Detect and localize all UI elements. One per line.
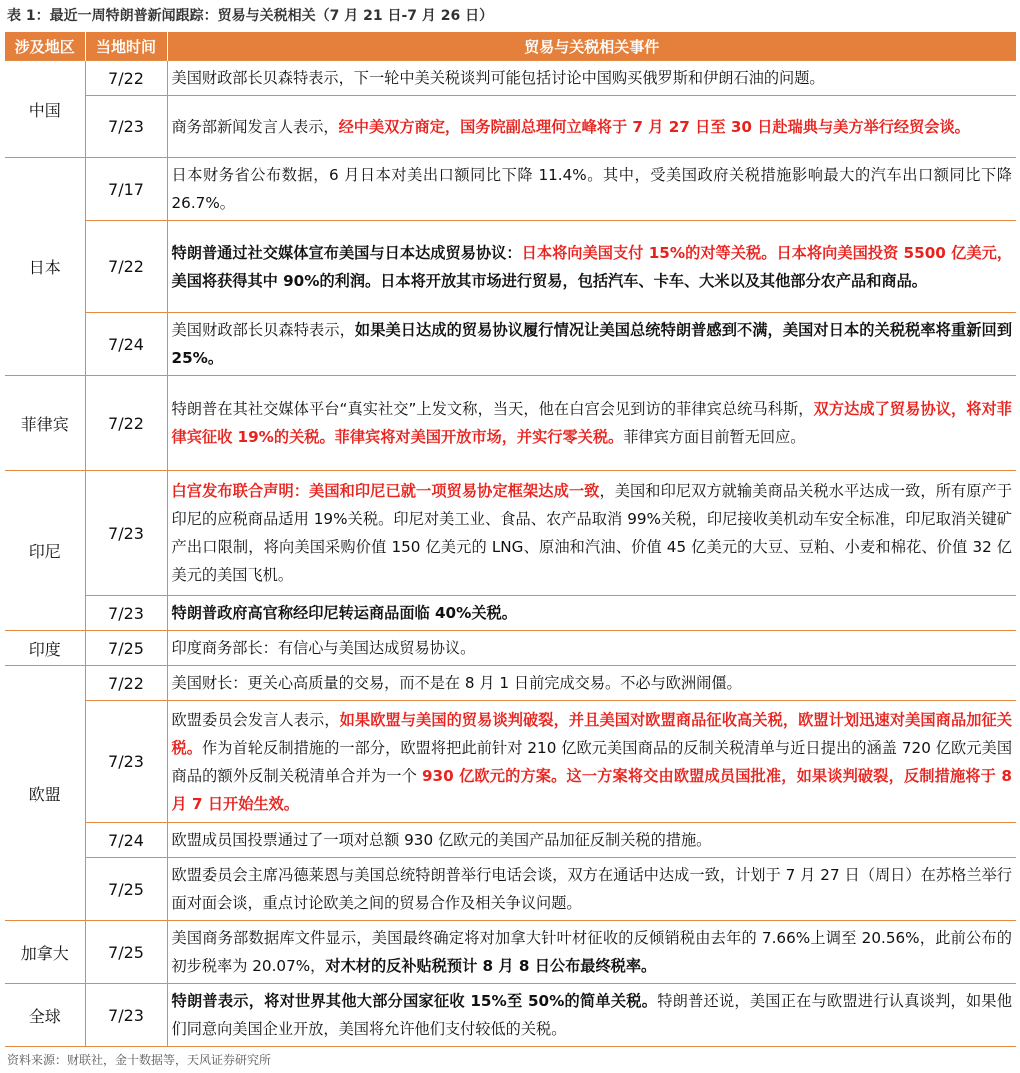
- table-row: [5, 631, 1016, 666]
- event-text: 特朗普在其社交媒体平台“真实社交”上发文称，当天，他在白宫会见到访的菲律宾总统马科斯，: [171, 400, 814, 418]
- event-cell: [167, 61, 1016, 96]
- event-cell: [167, 984, 1016, 1047]
- date-cell: 7/23: [85, 96, 167, 158]
- event-cell: [167, 313, 1016, 376]
- event-cell: [167, 376, 1016, 471]
- region-cell: 菲律宾: [5, 376, 85, 471]
- header-event: 贸易与关税相关事件: [167, 32, 1016, 61]
- event-text: 欧盟成员国投票通过了一项对总额 930 亿欧元的美国产品加征反制关税的措施。: [171, 831, 712, 849]
- event-text: 特朗普还说，美国正在与欧盟进行认真谈判，如果他们同意向美国企业开放，美国将允许他们支付较低的关税。: [171, 992, 1013, 1038]
- table-row: [5, 471, 1016, 596]
- event-text: 美国财政部长贝森特表示，: [171, 321, 355, 339]
- highlighted-text: 如果欧盟与美国的贸易谈判破裂，并且美国对欧盟商品征收高关税，欧盟计划迅速对美国商品加征关税。: [171, 710, 1013, 757]
- highlighted-text: 双方达成了贸易协议，将对菲律宾征收 19%的关税。菲律宾将对美国开放市场，并实行零关税。: [171, 400, 1012, 446]
- region-cell: 加拿大: [5, 921, 85, 984]
- table-row: [5, 596, 1016, 631]
- event-text: 欧盟委员会主席冯德莱恩与美国总统特朗普举行电话会谈，双方在通话中达成一致，计划于 7 月 27 日（周日）在苏格兰举行面对面会谈，重点讨论欧美之间的贸易合作及相关争议问题。: [171, 866, 1012, 912]
- table-row: [5, 921, 1016, 984]
- table-row: [5, 313, 1016, 376]
- date-cell: 7/25: [85, 921, 167, 984]
- event-cell: [167, 158, 1016, 221]
- table-row: [5, 376, 1016, 471]
- date-cell: 7/23: [85, 596, 167, 631]
- region-cell: 中国: [5, 61, 85, 158]
- region-cell: 印尼: [5, 471, 85, 631]
- table-row: [5, 984, 1016, 1047]
- table-body: [5, 61, 1016, 1047]
- table-row: [5, 158, 1016, 221]
- date-cell: 7/25: [85, 631, 167, 666]
- region-cell: 全球: [5, 984, 85, 1047]
- highlighted-text: 经中美双方商定，国务院副总理何立峰将于 7 月 27 日至 30 日赴瑞典与美方举行经贸会谈。: [338, 117, 970, 136]
- bold-text: 特朗普政府高官称经印尼转运商品面临 40%关税。: [171, 604, 517, 622]
- region-cell: 欧盟: [5, 666, 85, 921]
- event-text: 印度商务部长：有信心与美国达成贸易协议。: [171, 639, 476, 657]
- event-cell: [167, 631, 1016, 666]
- table-row: [5, 701, 1016, 823]
- date-cell: 7/22: [85, 221, 167, 313]
- table-header-row: [5, 32, 1016, 61]
- highlighted-text: 白宫发布联合声明：美国和印尼已就一项贸易协定框架达成一致: [171, 482, 600, 500]
- event-cell: [167, 221, 1016, 313]
- event-cell: [167, 471, 1016, 596]
- region-cell: 日本: [5, 158, 85, 376]
- date-cell: 7/17: [85, 158, 167, 221]
- header-region: 涉及地区: [5, 32, 85, 61]
- table-row: [5, 823, 1016, 858]
- event-text: 商务部新闻发言人表示，: [171, 117, 339, 136]
- event-text: 美国财长：更关心高质量的交易，而不是在 8 月 1 日前完成交易。不必与欧洲闹僵。: [171, 674, 742, 692]
- table-row: [5, 221, 1016, 313]
- header-date: 当地时间: [85, 32, 167, 61]
- date-cell: 7/23: [85, 471, 167, 596]
- date-cell: 7/22: [85, 376, 167, 471]
- event-text: 作为首轮反制措施的一部分，欧盟将把此前针对 210 亿欧元美国商品的反制关税清单与近日提出的涵盖 720 亿欧元美国商品的额外反制关税清单合并为一个: [171, 738, 1013, 785]
- table-title: 表 1：最近一周特朗普新闻跟踪：贸易与关税相关（7 月 21 日-7 月 26 日）: [7, 8, 494, 24]
- date-cell: 7/25: [85, 858, 167, 921]
- event-text: 日本财务省公布数据，6 月日本对美出口额同比下降 11.4%。其中，受美国政府关税措施影响最大的汽车出口额同比下降 26.7%。: [171, 166, 1012, 212]
- event-cell: [167, 858, 1016, 921]
- date-cell: 7/22: [85, 666, 167, 701]
- event-cell: [167, 96, 1016, 158]
- table-row: [5, 96, 1016, 158]
- source-note: 资料来源：财联社，金十数据等，天风证券研究所: [7, 1053, 272, 1067]
- date-cell: 7/22: [85, 61, 167, 96]
- event-cell: [167, 823, 1016, 858]
- event-cell: [167, 701, 1016, 823]
- trade-tariff-table: [5, 32, 1016, 1047]
- highlighted-text: 日本将向美国支付 15%的对等关税。日本将向美国投资 5500 亿美元，: [521, 243, 1013, 262]
- date-cell: 7/23: [85, 701, 167, 823]
- event-text: 美国商务部数据库文件显示，美国最终确定将对加拿大针叶材征收的反倾销税由去年的 7.66%上调至 20.56%，此前公布的初步税率为 20.07%，: [171, 929, 1012, 975]
- event-text: 美国财政部长贝森特表示，下一轮中美关税谈判可能包括讨论中国购买俄罗斯和伊朗石油的问题。: [171, 69, 825, 87]
- event-cell: [167, 666, 1016, 701]
- table-row: [5, 61, 1016, 96]
- bold-text: 特朗普通过社交媒体宣布美国与日本达成贸易协议：: [171, 243, 522, 262]
- event-cell: [167, 921, 1016, 984]
- bold-text: 美国将获得其中 90%的利润。日本将开放其市场进行贸易，包括汽车、卡车、大米以及其他部分农产品和商品。: [171, 271, 927, 290]
- event-text: 欧盟委员会发言人表示，: [171, 710, 340, 729]
- event-text: ，美国和印尼双方就输美商品关税水平达成一致，所有原产于印尼的应税商品适用 19%关税。印尼对美工业、食品、农产品取消 99%关税，印尼接收美机动车安全标准，印尼取消关键矿产出口限制，将向美国采购价值 150 亿美元的 LNG、原油和汽油、价值 45 亿美元的大豆、豆粕、小麦和棉花、价值 32 亿美元的美国飞机。: [171, 482, 1013, 584]
- event-text: 菲律宾方面目前暂无回应。: [623, 428, 806, 446]
- date-cell: 7/24: [85, 313, 167, 376]
- date-cell: 7/24: [85, 823, 167, 858]
- table-row: [5, 666, 1016, 701]
- highlighted-text: 930 亿欧元的方案。这一方案将交由欧盟成员国批准，如果谈判破裂，反制措施将于 8 月 7 日开始生效。: [171, 766, 1012, 813]
- table-row: [5, 858, 1016, 921]
- date-cell: 7/23: [85, 984, 167, 1047]
- bold-text: 如果美日达成的贸易协议履行情况让美国总统特朗普感到不满，美国对日本的关税税率将重新回到 25%。: [171, 321, 1013, 367]
- region-cell: 印度: [5, 631, 85, 666]
- event-cell: [167, 596, 1016, 631]
- bold-text: 对木材的反补贴税预计 8 月 8 日公布最终税率。: [325, 957, 657, 975]
- bold-text: 特朗普表示，将对世界其他大部分国家征收 15%至 50%的简单关税。: [171, 992, 658, 1010]
